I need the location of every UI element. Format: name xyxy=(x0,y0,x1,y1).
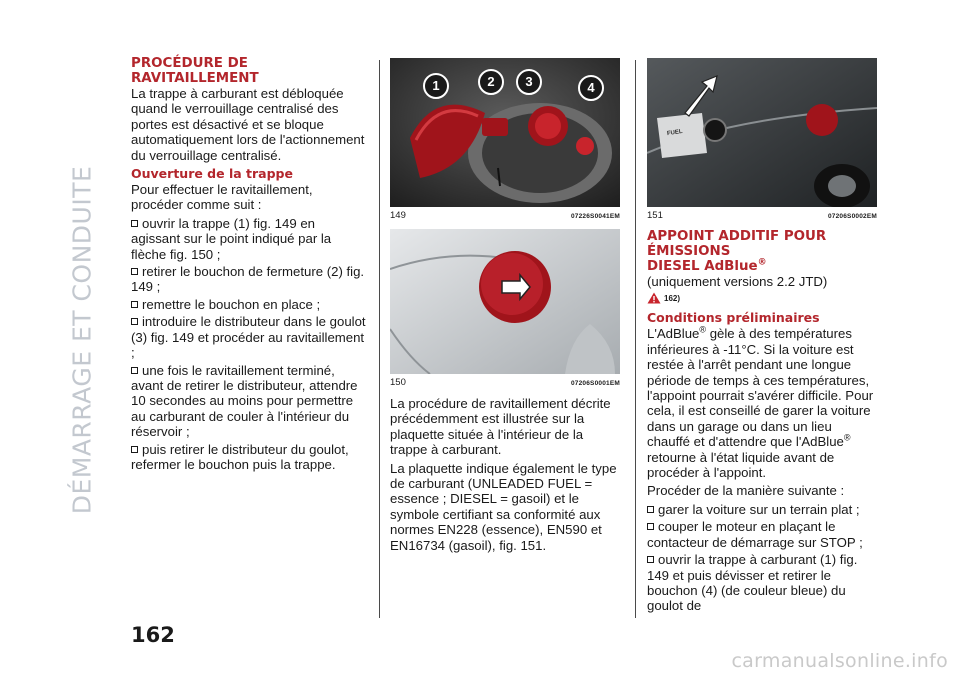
chapter-side-title: DÉMARRAGE ET CONDUITE xyxy=(67,165,97,515)
callout-2: 2 xyxy=(478,69,504,95)
figure-number: 150 xyxy=(390,377,406,388)
figure-number: 149 xyxy=(390,210,406,221)
list-item: ouvrir la trappe (1) fig. 149 en agissant sur le point indiqué par la flèche fig. 150 ; xyxy=(131,215,332,262)
sub-intro-paragraph: Pour effectuer le ravitaillement, procéder comme suit : xyxy=(131,182,313,213)
figure-149-image xyxy=(390,58,620,207)
figure-150-caption xyxy=(390,377,620,388)
section-heading-adblue: APPOINT ADDITIF POUR ÉMISSIONS DIESEL AdBlue® xyxy=(647,229,827,274)
checkbox-bullet-icon xyxy=(131,318,138,325)
column-figures xyxy=(390,58,620,556)
list-item: garer la voiture sur un terrain plat ; xyxy=(647,502,877,517)
note-reference: 162) xyxy=(664,293,681,303)
page-number: 162 xyxy=(131,623,175,647)
paragraph-adblue-freezing: L'AdBlue® gèle à des températures inférieures à -11°C. Si la voiture est restée à l'arrêt pendant une longue période de temps à ces températures, l'appoint pourrait s'avérer difficile. Pour cela, il est conseillé de garer la voiture dans un garage ou dans un lieu chauffé et d'attendre que l'AdBlue® retourne à l'état liquide avant de procéder à l'appoint. xyxy=(647,325,874,481)
list-item: ouvrir la trappe à carburant (1) fig. 149 et puis dévisser et retirer le bouchon (4) (de couleur bleue) du goulot de xyxy=(647,552,858,614)
paragraph-procedure-intro: Procéder de la manière suivante : xyxy=(647,483,845,499)
list-item: une fois le ravitaillement terminé, avant de retirer le distributeur, attendre 10 secondes au moins pour permettre au carburant de couler à l'intérieur du réservoir ; xyxy=(131,362,358,440)
list-item: remettre le bouchon en place ; xyxy=(131,297,367,312)
checkbox-bullet-icon xyxy=(131,268,138,275)
checkbox-bullet-icon xyxy=(647,506,654,513)
watermark: carmanualsonline.info xyxy=(731,650,948,672)
list-item: couper le moteur en plaçant le contacteur de démarrage sur STOP ; xyxy=(647,519,863,550)
subheading-opening-flap: Ouverture de la trappe xyxy=(131,166,293,182)
list-item: retirer le bouchon de fermeture (2) fig. 149 ; xyxy=(131,264,365,295)
figure-number: 151 xyxy=(647,210,663,221)
list-item: introduire le distributeur dans le goulot (3) fig. 149 et procéder au ravitaillement ; xyxy=(131,314,366,361)
warning-triangle-icon xyxy=(647,292,661,304)
intro-paragraph: La trappe à carburant est débloquée quand le verrouillage centralisé des portes est désactivé et se bloque automatiquement lors de l'actionnement du verrouillage centralisé. xyxy=(131,86,365,163)
figure-code: 07226S0041EM xyxy=(570,213,620,220)
figure-151-caption xyxy=(647,210,877,221)
paragraph-fuel-types: La plaquette indique également le type de carburant (UNLEADED FUEL = essence ; DIESEL = gasoil) et le symbole certifiant sa conformité aux normes EN228 (essence), EN590 et EN16734 (gasoil), fig. 151. xyxy=(390,460,617,553)
column-adblue xyxy=(647,58,877,616)
callout-1: 1 xyxy=(423,73,449,99)
figure-code: 07206S0001EM xyxy=(570,380,620,387)
column-divider xyxy=(379,60,380,618)
callout-3: 3 xyxy=(516,69,542,95)
checkbox-bullet-icon xyxy=(647,523,654,530)
checkbox-bullet-icon xyxy=(131,446,138,453)
checkbox-bullet-icon xyxy=(131,220,138,227)
paragraph-label-plate: La procédure de ravitaillement décrite précédemment est illustrée sur la plaquette située à l'intérieur de la trappe à carburant. xyxy=(390,396,611,458)
figure-150-image xyxy=(390,229,620,374)
column-divider xyxy=(635,60,636,618)
fuel-flap-arrow-illustration xyxy=(390,229,620,374)
checkbox-bullet-icon xyxy=(131,367,138,374)
column-refuelling xyxy=(131,56,367,474)
callout-4: 4 xyxy=(578,75,604,101)
subheading-preconditions: Conditions préliminaires xyxy=(647,310,820,326)
figure-code: 07206S0002EM xyxy=(827,213,877,220)
warning-note xyxy=(647,292,877,304)
versions-note: (uniquement versions 2.2 JTD) xyxy=(647,274,828,289)
section-heading-refuelling: PROCÉDURE DE RAVITAILLEMENT xyxy=(131,56,259,86)
checkbox-bullet-icon xyxy=(131,301,138,308)
figure-149-caption xyxy=(390,210,620,221)
list-item: puis retirer le distributeur du goulot, refermer le bouchon puis la trappe. xyxy=(131,441,349,472)
fuel-label-text: FUEL xyxy=(666,128,684,138)
figure-151-image xyxy=(647,58,877,207)
checkbox-bullet-icon xyxy=(647,556,654,563)
